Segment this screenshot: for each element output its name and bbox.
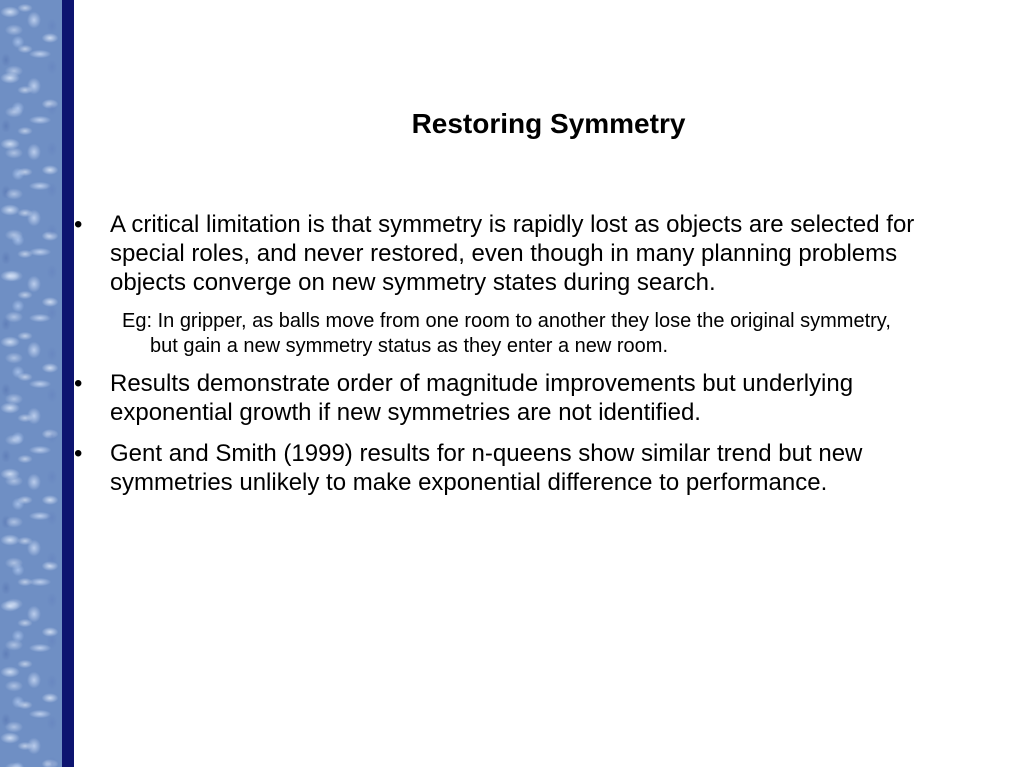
bullet-item [74,439,974,497]
navy-accent-bar [62,0,74,767]
slide-content [74,210,974,509]
bullet-item [74,369,974,427]
bullet-icon: • [74,440,83,467]
bullet-icon: • [74,211,83,238]
bullet-text: Gent and Smith (1999) results for n-queens show similar trend but new symmetries unlikely to make exponential difference to performance. [110,440,863,496]
bullet-item [74,210,974,297]
slide-title: Restoring Symmetry [411,108,686,139]
water-texture-stripe [0,0,62,767]
sub-point-example: Eg: In gripper, as balls move from one room to another they lose the original symmetry, but gain a new symmetry status as they enter a new room. [122,310,891,357]
bullet-icon: • [74,370,83,397]
bullet-text: A critical limitation is that symmetry is rapidly lost as objects are selected for special roles, and never restored, even though in many planning problems objects converge on new symmetry states during search. [110,211,915,296]
bullet-text: Results demonstrate order of magnitude improvements but underlying exponential growth if new symmetries are not identified. [110,370,854,426]
